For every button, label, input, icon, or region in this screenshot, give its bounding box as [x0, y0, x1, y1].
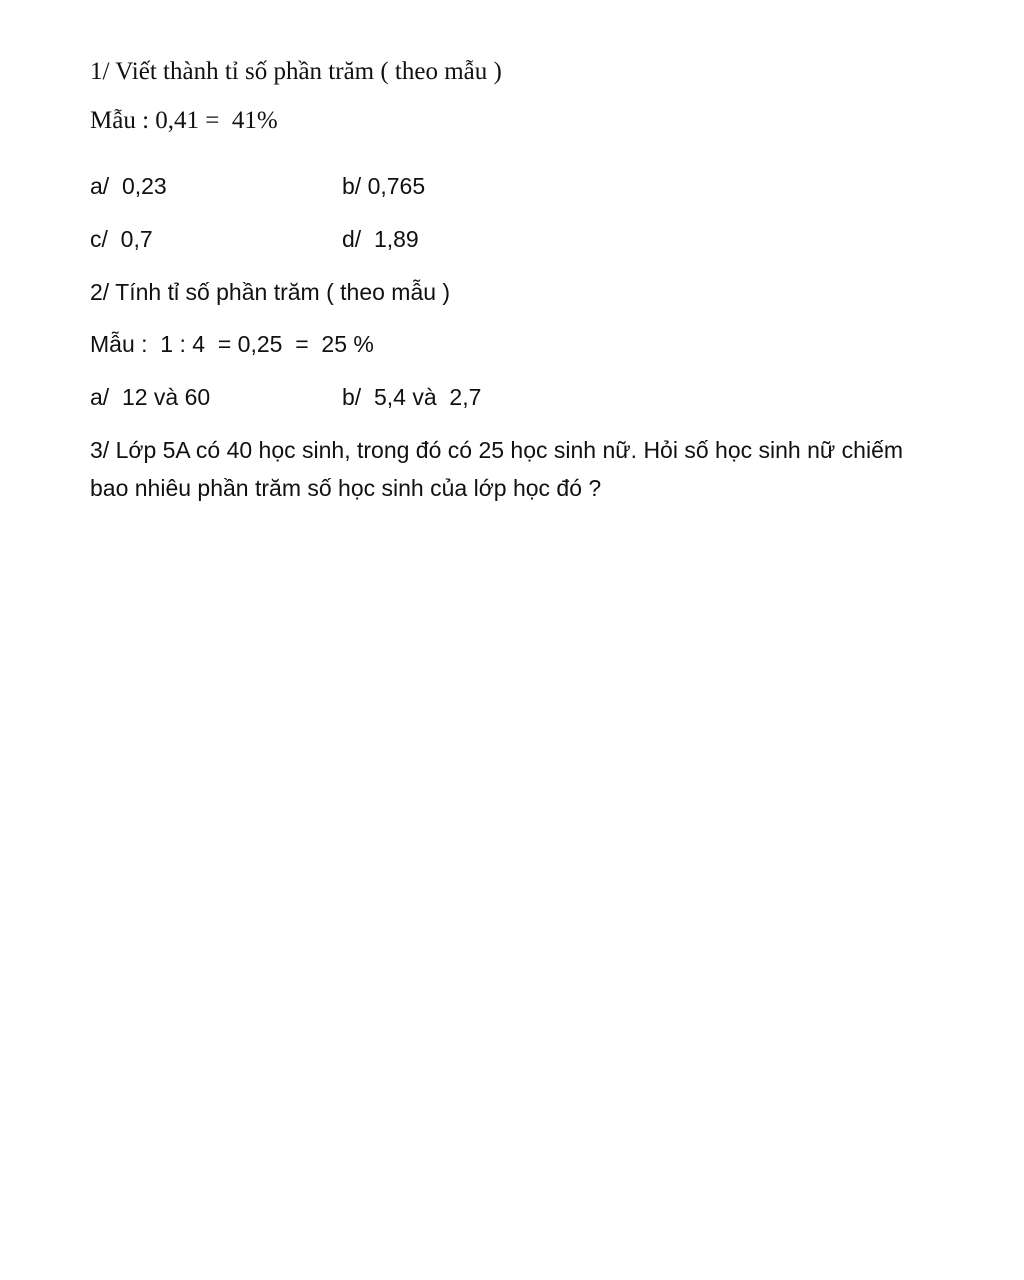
exercise-1-item-a: a/ 0,23: [90, 173, 167, 199]
exercise-2-title: 2/ Tính tỉ số phần trăm ( theo mẫu ): [90, 279, 451, 305]
exercise-2-example: Mẫu : 1 : 4 = 0,25 = 25 %: [90, 331, 374, 357]
exercise-1-title: 1/ Viết thành tỉ số phần trăm ( theo mẫu ): [90, 58, 502, 85]
exercise-2-item-a: a/ 12 và 60: [90, 384, 211, 410]
exercise-3-text: 3/ Lớp 5A có 40 học sinh, trong đó có 25 học sinh nữ. Hỏi số học sinh nữ chiếm bao nhiêu phần trăm số học sinh của lớp học đó ?: [90, 437, 904, 501]
exercise-1-item-b: b/ 0,765: [342, 173, 426, 199]
exercise-1-item-c: c/ 0,7: [90, 226, 153, 252]
exercise-1-example: Mẫu : 0,41 = 41%: [90, 107, 278, 134]
exercise-2-item-b: b/ 5,4 và 2,7: [342, 384, 482, 410]
exercise-1-item-d: d/ 1,89: [342, 226, 419, 252]
